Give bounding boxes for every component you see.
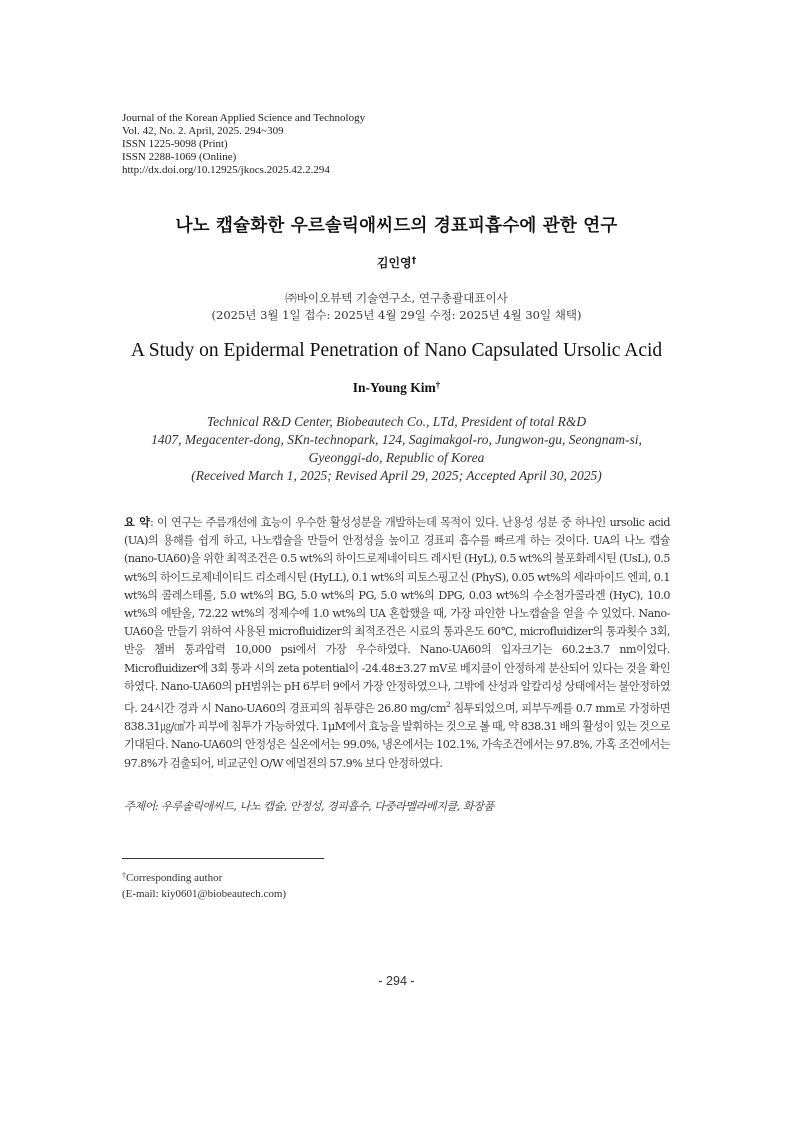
title-english: A Study on Epidermal Penetration of Nano Capsulated Ursolic Acid [130,340,663,361]
author-korean-name: 김인영 [376,256,412,270]
keywords: 주제어: 우루솔릭애씨드, 나노 캡슐, 안정성, 경피흡수, 다중라멜라베지클, 화장품 [124,800,494,813]
affiliation-english-line: 1407, Megacenter-dong, SKn-technopark, 124, Sagimakgol-ro, Jungwon-gu, Seongnam-si, [151,432,642,447]
doi-link[interactable]: http://dx.doi.org/10.12925/jkocs.2025.42.2.294 [122,164,330,176]
received-dates-english: (Received March 1, 2025; Revised April 29, 2025; Accepted April 30, 2025) [191,468,602,483]
dagger-mark: † [122,871,126,880]
footnote [122,868,522,902]
dates-korean: (2025년 3월 1일 접수: 2025년 4월 29일 수정: 2025년 4월 30일 채택) [211,308,582,322]
affiliation-english-line: Technical R&D Center, Biobeautech Co., LTd, President of total R&D [206,414,587,429]
dagger-mark: † [411,256,417,266]
issn-online: ISSN 2288-1069 (Online) [122,151,237,163]
author-email[interactable]: (E-mail: kiy0601@biobeautech.com) [122,888,287,900]
abstract-label: 요 약 [124,516,150,529]
title-korean: 나노 캡슐화한 우르솔릭애씨드의 경표피흡수에 관한 연구 [175,216,618,236]
footnote-divider [122,858,324,859]
affiliation-english [0,413,793,485]
author-english [0,380,793,396]
affiliation-korean [0,290,793,324]
abstract-text-part1: : 이 연구는 주름개선에 효능이 우수한 활성성분을 개발하는데 목적이 있다. 난용성 성분 중 하나인 ursolic acid (UA)의 용해를 쉽게 하고, 나노캡슐을 만들어 안정성을 높이고 경표피 흡수를 빠르게 하는 것이다. UA의 나노 캡슐(nano-UA60)을 위한 최적조건은 0.5 wt%의 하이드로제네이티드 레시틴 (HyL), 0.5 wt%의 불포화레시틴 (UsL), 0.5 wt%의 하이드로제네이티드 리소레시틴 (HyLL), 0.1 wt%의 피토스핑고신 (PhyS), 0.05 wt%의 세라마이드 엔피, 0.1 wt%의 콜레스테롤, 5.0 wt%의 BG, 5.0 wt%의 PG, 5.0 wt%의 DPG, 0.03 wt%의 수소첨가콜라겐 (HyC), 10.0 wt%의 에탄올, 72.22 wt%의 정제수에 1.0 wt%의 UA 혼합했을 때, 가장 파인한 나노캡슐을 얻을 수 있었다. Nano-UA60을 만들기 위하여 사용된 microfluidizer의 최적조건은 시료의 통과온도 60℃, microfluidizer의 통과횟수 3회, 반응 챔버 통과압력 10,000 psi에서 가장 우수하였다. Nano-UA60의 입자크기는 60.2±3.7 nm이었다. Microfluidizer에 3회 통과 시의 zeta potential이 -24.48±3.27 mV로 베지클이 안정하게 분산되어 있다는 것을 확인하였다. Nano-UA60의 pH범위는 pH 6부터 9에서 가장 안정하였으나, 그밖에 산성과 알칼리성 상태에서는 불안정하였다. 24시간 경과 시 Nano-UA60의 경표피의 침투량은 26.80 mg/cm [124,516,670,716]
page-number: - 294 - [378,974,415,988]
author-english-name: In-Young Kim [352,380,436,395]
journal-name: Journal of the Korean Applied Science and Technology [122,112,366,124]
abstract [124,514,670,773]
corresponding-author [122,868,522,886]
abstract-text-part2: 침투되었으며, 피부두께를 0.7 mm로 가정하면 838.31㎍/㎤가 피부에 침투가 가능하였다. 1μM에서 효능을 발휘하는 것으로 볼 때, 약 838.31 배의 활성이 있는 것으로 기대된다. Nano-UA60의 안정성은 실온에서는 99.0%, 냉온에서는 102.1%, 가속조건에서는 97.8%, 가혹 조건에서는 97.8%가 검출되어, 비교군인 O/W 에멀젼의 57.9% 보다 안정하였다. [124,702,670,770]
dagger-mark: † [435,380,441,390]
author-korean [0,254,793,271]
issn-print: ISSN 1225-9098 (Print) [122,138,228,150]
abstract-superscript: 2 [446,700,451,710]
journal-volume: Vol. 42, No. 2. April, 2025. 294~309 [122,125,284,137]
corresponding-author-label: Corresponding author [126,872,223,884]
affiliation-english-line: Gyeonggi-do, Republic of Korea [308,450,485,465]
journal-header [122,112,622,177]
affiliation-korean-name: ㈜바이오뷰텍 기술연구소, 연구총괄대표이사 [285,291,508,305]
